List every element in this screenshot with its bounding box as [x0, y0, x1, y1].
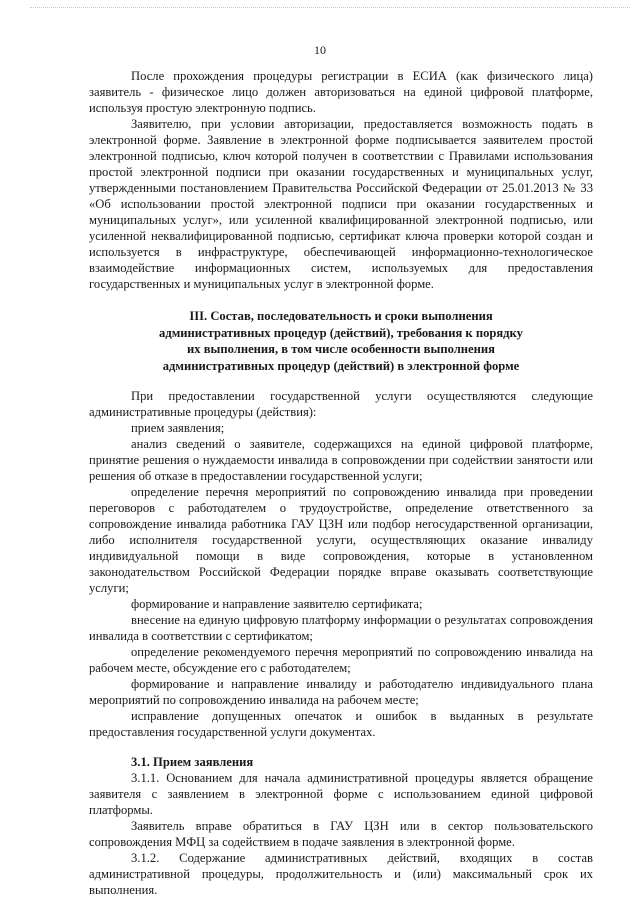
section-heading — [89, 308, 593, 374]
list-item: формирование и направление инвалиду и работодателю индивидуального плана мероприятий по сопровождению инвалида на рабочем месте; — [89, 677, 593, 707]
paragraph: После прохождения процедуры регистрации в ЕСИА (как физического лица) заявитель - физическое лицо должен авторизоваться на единой цифровой платформе, используя простую электронную подпись. — [89, 69, 593, 115]
list-item: определение рекомендуемого перечня мероприятий по сопровождению инвалида на рабочем месте, обсуждение его с работодателем; — [89, 645, 593, 675]
paragraph: 3.1.2. Содержание административных действий, входящих в состав административной процедуры, продолжительность и (или) максимальный срок их выполнения. — [89, 851, 593, 897]
section-heading-line: административных процедур (действий), требования к порядку — [159, 325, 523, 340]
section-heading-line: III. Состав, последовательность и сроки выполнения — [189, 309, 493, 323]
list-item: определение перечня мероприятий по сопровождению инвалида при проведении переговоров с работодателем о трудоустройстве, определение ответственного за сопровождение инвалида работника ГАУ ЦЗН или подбор негосударственной организации, либо исполнителя государственной услуги, осуществляющих оказание инвалиду индивидуальной помощи в виде сопровождения, которые в установленном законодательством Российской Федерации порядке вправе оказывать соответствующие услуги; — [89, 485, 593, 595]
section-heading-line: их выполнения, в том числе особенности выполнения — [187, 342, 495, 356]
list-item: прием заявления; — [131, 421, 225, 435]
paragraph: 3.1.1. Основанием для начала административной процедуры является обращение заявителя с заявлением в электронной форме с использованием единой цифровой платформы. — [89, 771, 593, 817]
section-heading-line: административных процедур (действий) в электронной форме — [162, 358, 520, 373]
page-number: 10 — [314, 43, 326, 57]
subsection-heading: 3.1. Прием заявления — [131, 755, 254, 769]
list-item: исправление допущенных опечаток и ошибок в выданных в результате предоставления государственной услуги документах. — [89, 709, 593, 739]
scan-header-line — [30, 7, 630, 8]
list-item: внесение на единую цифровую платформу информации о результатах сопровождения инвалида в соответствии с сертификатом; — [89, 613, 593, 643]
paragraph: Заявителю, при условии авторизации, предоставляется возможность подать в электронной форме. Заявление в электронной форме подписывается заявителем простой электронной подписью, ключ которой получен в соответствии с Правилами использования простой электронной подписи при оказании государственных и муниципальных услуг, утвержденными постановлением Правительства Российской Федерации от 25.01.2013 № 33 «Об использовании простой электронной подписи при оказании государственных и муниципальных услуг», или усиленной квалифицированной электронной подписью, или усиленной неквалифицированной подписью, сертификат ключа проверки которой создан и используется в инфраструктуре, обеспечивающей информационно-технологическое взаимодействие информационных систем, используемых для предоставления государственных и муниципальных услуг в электронной форме. — [89, 117, 593, 291]
paragraph: При предоставлении государственной услуги осуществляются следующие административные процедуры (действия): — [89, 389, 593, 419]
paragraph: Заявитель вправе обратиться в ГАУ ЦЗН или в сектор пользовательского сопровождения МФЦ за содействием в подаче заявления в электронной форме. — [89, 819, 593, 849]
list-item: формирование и направление заявителю сертификата; — [131, 597, 423, 611]
list-item: анализ сведений о заявителе, содержащихся на единой цифровой платформе, принятие решения о нуждаемости инвалида в сопровождении при содействии занятости или решения об отказе в предоставлении государственной услуги; — [89, 437, 593, 483]
document-body — [89, 68, 593, 898]
